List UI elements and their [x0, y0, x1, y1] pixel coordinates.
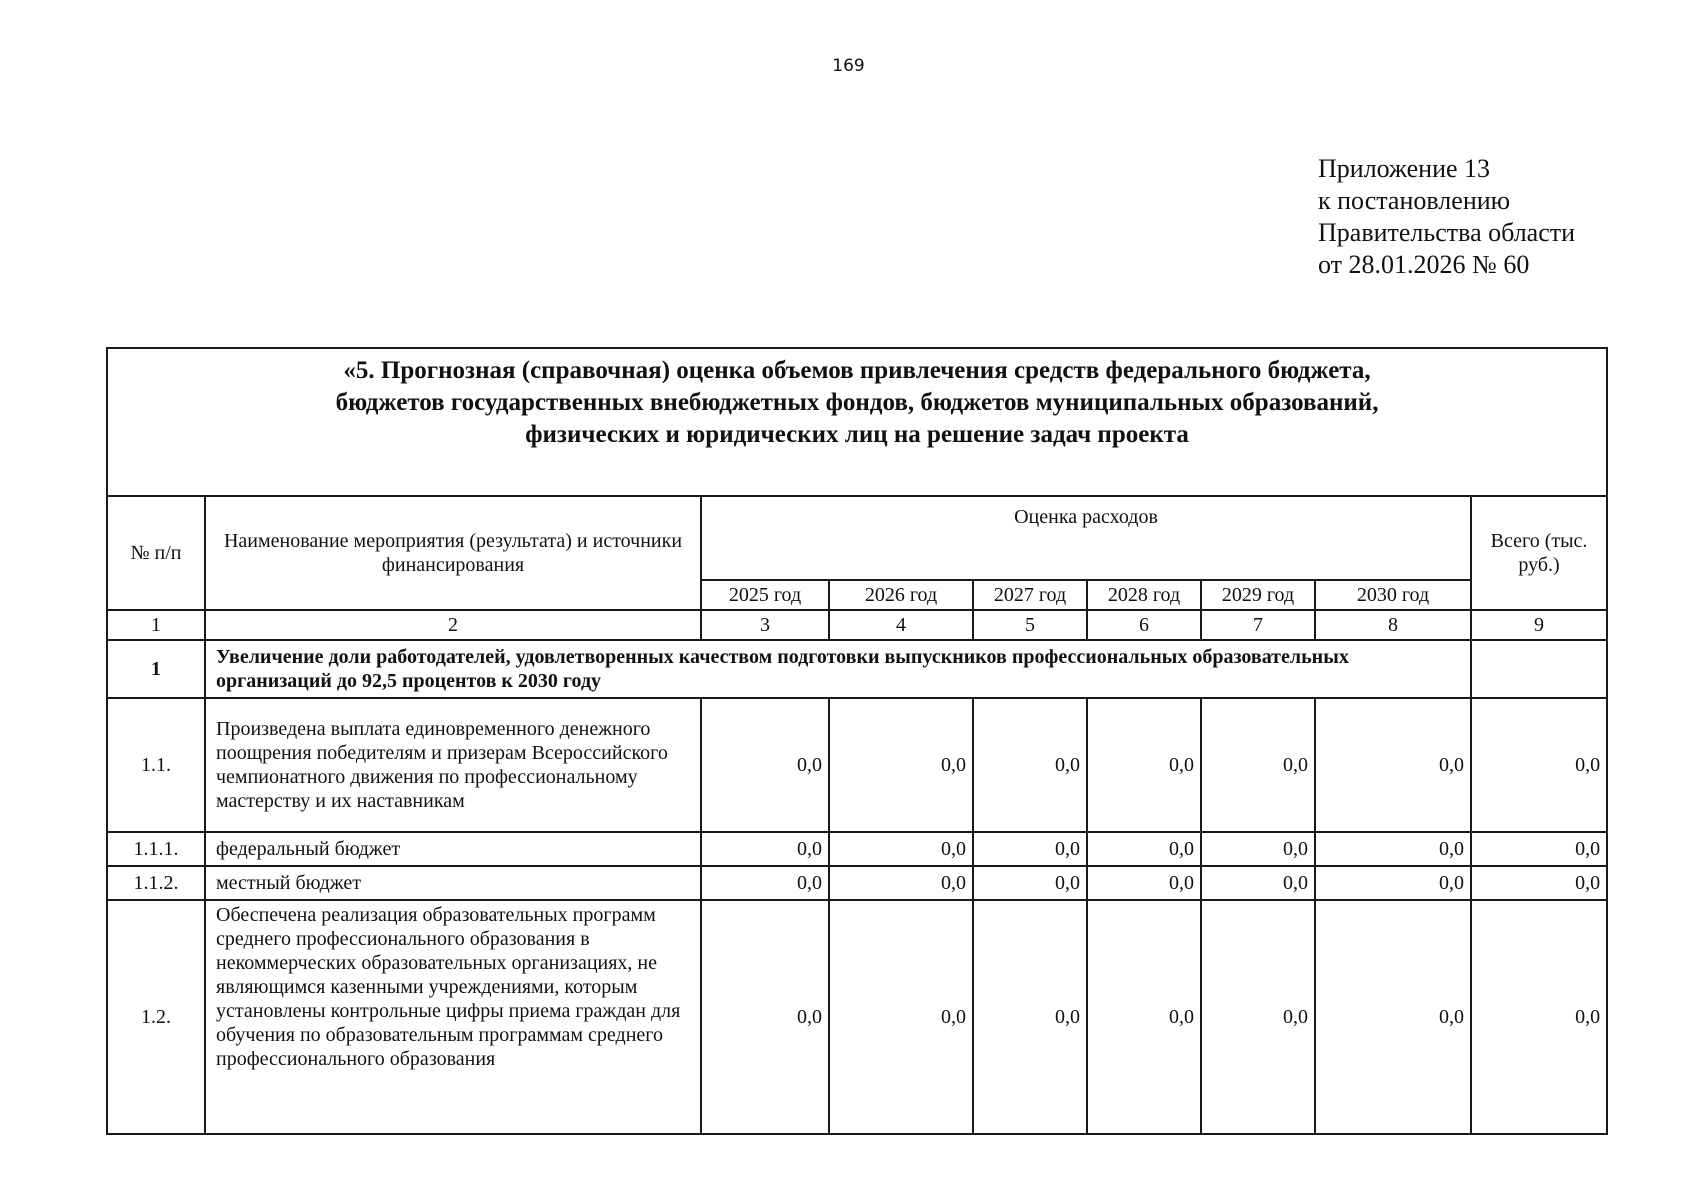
- row-value: 0,0: [973, 866, 1087, 900]
- appendix-line: от 28.01.2026 № 60: [1318, 250, 1530, 279]
- header-year: 2028 год: [1087, 580, 1201, 610]
- table-title-line: бюджетов государственных внебюджетных фондов, бюджетов муниципальных образований,: [335, 389, 1379, 416]
- section-total-empty: [1471, 640, 1607, 698]
- row-num: 1.1.: [107, 698, 205, 832]
- row-value: 0,0: [1201, 866, 1315, 900]
- funding-table: [106, 347, 1608, 1135]
- row-value: 0,0: [1315, 866, 1471, 900]
- table-title-line: физических и юридических лиц на решение задач проекта: [525, 421, 1189, 448]
- table-row: [107, 698, 1607, 832]
- column-number: 3: [701, 610, 829, 640]
- row-value: 0,0: [701, 866, 829, 900]
- column-number: 2: [205, 610, 701, 640]
- row-total: 0,0: [1471, 698, 1607, 832]
- column-number: 8: [1315, 610, 1471, 640]
- table-title: [107, 348, 1607, 496]
- header-estimate: Оценка расходов: [701, 496, 1471, 580]
- header-year: 2029 год: [1201, 580, 1315, 610]
- table-row: [107, 900, 1607, 1134]
- row-name: местный бюджет: [205, 866, 701, 900]
- row-value: 0,0: [829, 698, 973, 832]
- row-value: 0,0: [829, 866, 973, 900]
- row-value: 0,0: [1201, 832, 1315, 866]
- row-name: Обеспечена реализация образовательных программ среднего профессионального образования в некоммерческих образовательных организациях, не являющимся казенными учреждениями, которым установлены контрольные цифры приема граждан для обучения по образовательным программам среднего профессионального образования: [205, 900, 701, 1134]
- row-name: Произведена выплата единовременного денежного поощрения победителям и призерам Всероссийского чемпионатного движения по профессиональному мастерству и их наставникам: [205, 698, 701, 832]
- row-value: 0,0: [1087, 866, 1201, 900]
- table-row: [107, 866, 1607, 900]
- row-value: 0,0: [1201, 698, 1315, 832]
- row-value: 0,0: [1315, 832, 1471, 866]
- row-num: 1.1.2.: [107, 866, 205, 900]
- column-number: 1: [107, 610, 205, 640]
- appendix-line: к постановлению: [1318, 186, 1511, 215]
- row-value: 0,0: [973, 832, 1087, 866]
- table-row: [107, 832, 1607, 866]
- row-value: 0,0: [1315, 900, 1471, 1134]
- row-value: 0,0: [1087, 900, 1201, 1134]
- header-total: Всего (тыс. руб.): [1471, 496, 1607, 610]
- header-year: 2026 год: [829, 580, 973, 610]
- row-value: 0,0: [701, 832, 829, 866]
- column-number: 4: [829, 610, 973, 640]
- row-value: 0,0: [1087, 698, 1201, 832]
- section-title: Увеличение доли работодателей, удовлетворенных качеством подготовки выпускников профессиональных образовательных организаций до 92,5 процентов к 2030 году: [205, 640, 1471, 698]
- header-year: 2025 год: [701, 580, 829, 610]
- header-name: Наименование мероприятия (результата) и источники финансирования: [205, 496, 701, 610]
- row-value: 0,0: [829, 900, 973, 1134]
- header-year: 2027 год: [973, 580, 1087, 610]
- row-value: 0,0: [1087, 832, 1201, 866]
- row-value: 0,0: [701, 900, 829, 1134]
- row-value: 0,0: [829, 832, 973, 866]
- row-value: 0,0: [1315, 698, 1471, 832]
- appendix-line: Правительства области: [1318, 218, 1576, 247]
- section-num: 1: [107, 640, 205, 698]
- header-num: № п/п: [107, 496, 205, 610]
- row-total: 0,0: [1471, 866, 1607, 900]
- table-title-line: «5. Прогнозная (справочная) оценка объемов привлечения средств федерального бюджета,: [343, 357, 1371, 384]
- row-num: 1.2.: [107, 900, 205, 1134]
- row-total: 0,0: [1471, 832, 1607, 866]
- column-number: 7: [1201, 610, 1315, 640]
- row-value: 0,0: [1201, 900, 1315, 1134]
- row-total: 0,0: [1471, 900, 1607, 1134]
- header-year: 2030 год: [1315, 580, 1471, 610]
- appendix-block: [1318, 153, 1575, 281]
- column-number: 5: [973, 610, 1087, 640]
- column-number: 9: [1471, 610, 1607, 640]
- appendix-line: Приложение 13: [1318, 154, 1491, 183]
- row-value: 0,0: [973, 698, 1087, 832]
- column-number: 6: [1087, 610, 1201, 640]
- page-number: 169: [832, 56, 865, 76]
- row-num: 1.1.1.: [107, 832, 205, 866]
- row-value: 0,0: [973, 900, 1087, 1134]
- row-name: федеральный бюджет: [205, 832, 701, 866]
- row-value: 0,0: [701, 698, 829, 832]
